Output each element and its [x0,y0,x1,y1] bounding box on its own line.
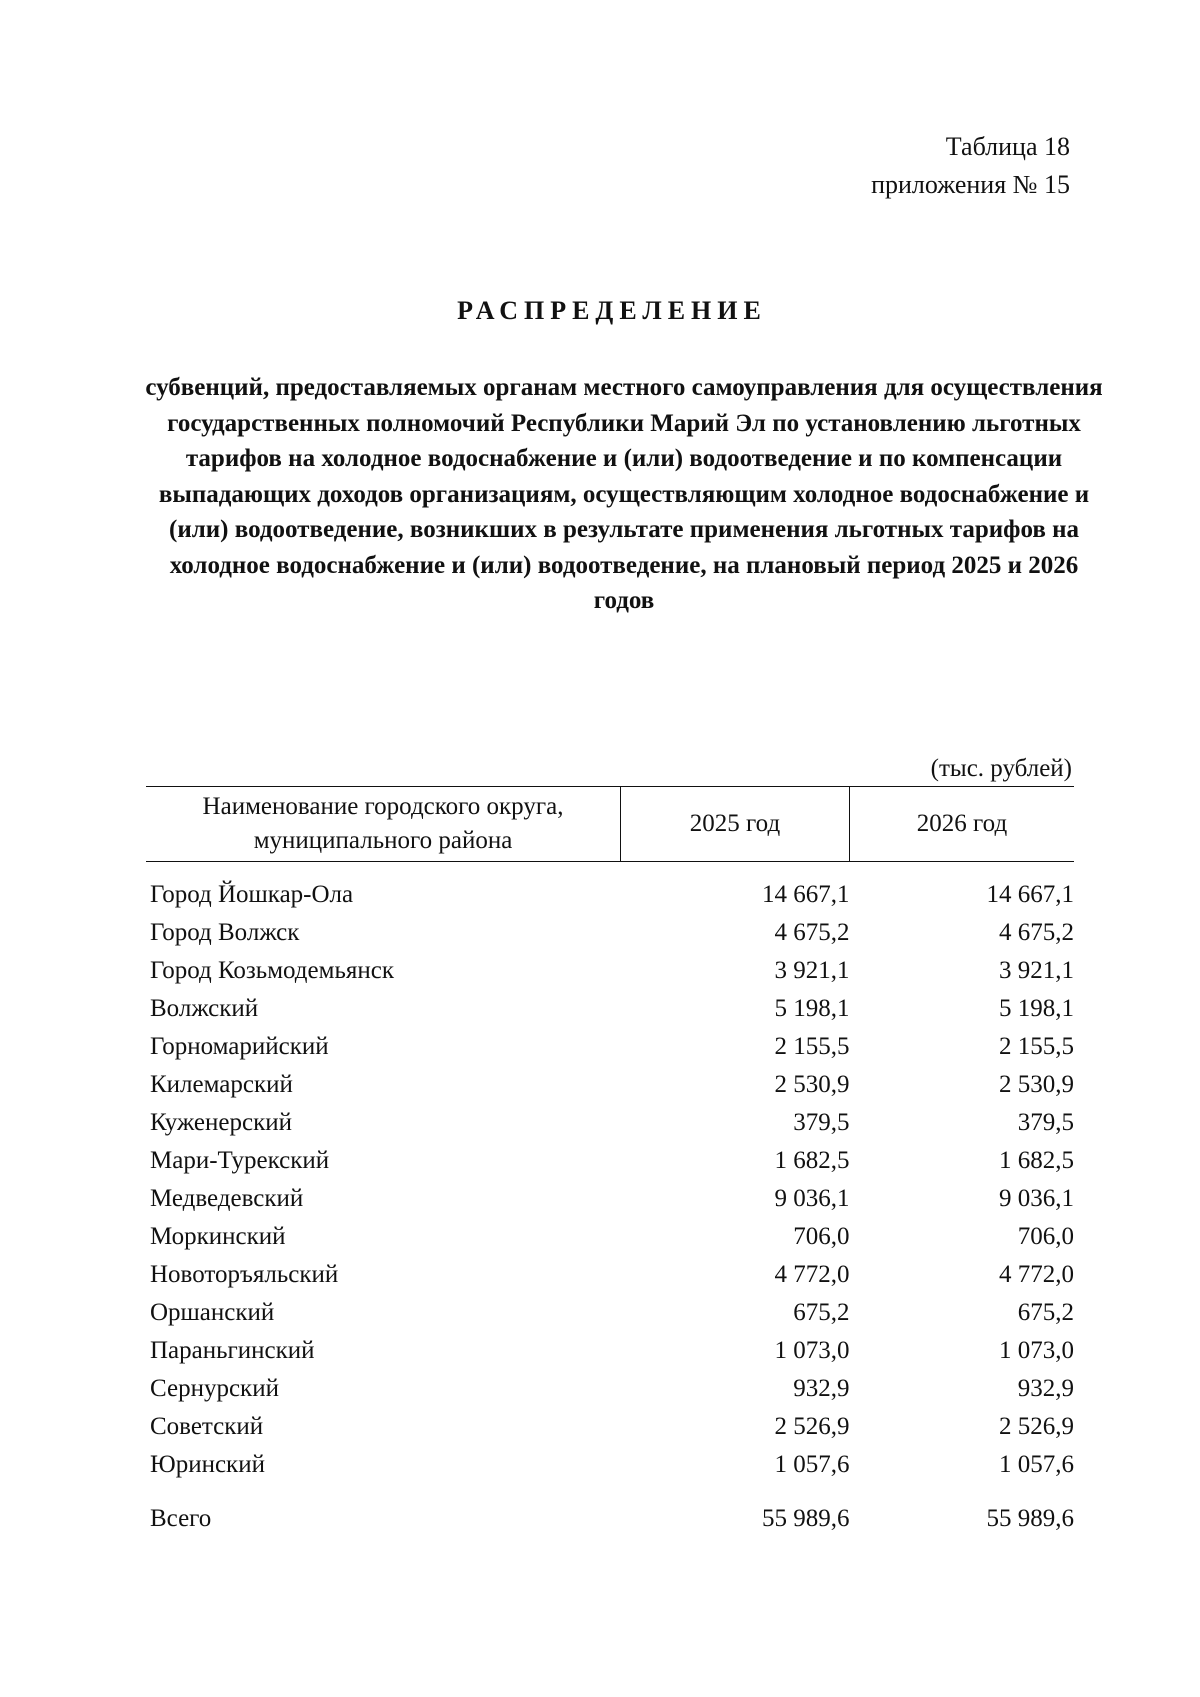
row-name: Горномарийский [150,1033,329,1060]
table-row [146,1142,1074,1180]
table-row [146,990,1074,1028]
table-row [146,1332,1074,1370]
row-value-2026: 675,2 [1017,1299,1074,1326]
row-value-2025: 1 057,6 [774,1451,850,1478]
row-name: Город Волжск [150,919,300,946]
row-name: Юринский [150,1451,265,1478]
table-reference [871,128,1070,204]
table-row [146,952,1074,990]
row-value-2026: 4 772,0 [999,1261,1074,1288]
row-value-2025: 14 667,1 [762,881,850,908]
table-row [146,1256,1074,1294]
table-header [146,787,1074,862]
total-value-2025: 55 989,6 [762,1505,850,1532]
document-title: РАСПРЕДЕЛЕНИЕ [457,296,767,325]
row-value-2025: 1 073,0 [774,1337,850,1364]
row-value-2025: 4 675,2 [774,919,850,946]
row-value-2026: 2 526,9 [999,1413,1074,1440]
row-value-2025: 1 682,5 [774,1147,850,1174]
row-name: Параньгинский [150,1337,315,1364]
header-year-2026: 2026 год [850,787,1075,862]
row-value-2025: 5 198,1 [774,995,850,1022]
table-header-row [146,787,1074,862]
row-value-2026: 1 682,5 [999,1147,1074,1174]
header-year-2025: 2025 год [621,787,850,862]
row-value-2025: 706,0 [793,1223,850,1250]
row-value-2026: 932,9 [1017,1375,1074,1402]
row-name: Сернурский [150,1375,279,1402]
row-value-2025: 3 921,1 [774,957,850,984]
row-value-2026: 379,5 [1017,1109,1074,1136]
row-value-2026: 9 036,1 [999,1185,1074,1212]
table-number: Таблица 18 [945,132,1070,161]
row-value-2025: 932,9 [793,1375,850,1402]
row-value-2026: 3 921,1 [999,957,1074,984]
table-row [146,1104,1074,1142]
row-name: Волжский [150,995,259,1022]
row-name: Город Йошкар-Ола [150,881,354,908]
table-row [146,1294,1074,1332]
table-row [146,914,1074,952]
row-value-2026: 1 073,0 [999,1337,1074,1364]
total-value-2026: 55 989,6 [986,1505,1074,1532]
table-row [146,1180,1074,1218]
distribution-table [146,786,1074,1538]
row-name: Мари-Турекский [150,1147,330,1174]
row-value-2025: 9 036,1 [774,1185,850,1212]
header-name: Наименование городского округа, муниципального района [146,787,621,862]
row-name: Советский [150,1413,264,1440]
table-row [146,862,1074,915]
table-row [146,1218,1074,1256]
row-name: Город Козьмодемьянск [150,957,394,984]
appendix-number: приложения № 15 [871,170,1070,199]
row-value-2026: 2 530,9 [999,1071,1074,1098]
document-subtitle: субвенций, предоставляемых органам местного самоуправления для осуществления государственных полномочий Республики Марий Эл по установлению льготных тарифов на холодное водоснабжение и (или) водоотведение и по компенсации выпадающих доходов организациям, осуществляющим холодное водоснабжение и (или) водоотведение, возникших в результате применения льготных тарифов на холодное водоснабжение и (или) водоотведение, на плановый период 2025 и 2026 годов [145,374,1103,614]
row-value-2026: 5 198,1 [999,995,1074,1022]
table-body [146,862,1074,1539]
row-value-2025: 675,2 [793,1299,850,1326]
row-value-2025: 4 772,0 [774,1261,850,1288]
table-row [146,1370,1074,1408]
row-name: Новоторъяльский [150,1261,339,1288]
row-name: Килемарский [150,1071,293,1098]
table-total-row [146,1484,1074,1538]
table-row [146,1066,1074,1104]
row-name: Медведевский [150,1185,304,1212]
units-label: (тыс. рублей) [930,755,1072,782]
row-value-2026: 2 155,5 [999,1033,1074,1060]
table-row [146,1408,1074,1446]
row-name: Оршанский [150,1299,275,1326]
distribution-table-wrapper [146,786,1074,1538]
total-label: Всего [150,1505,212,1532]
row-value-2026: 706,0 [1017,1223,1074,1250]
row-name: Куженерский [150,1109,292,1136]
row-value-2025: 2 155,5 [774,1033,850,1060]
table-row [146,1028,1074,1066]
row-name: Моркинский [150,1223,286,1250]
row-value-2026: 4 675,2 [999,919,1074,946]
row-value-2026: 1 057,6 [999,1451,1074,1478]
table-row [146,1446,1074,1484]
row-value-2025: 2 526,9 [774,1413,850,1440]
row-value-2026: 14 667,1 [986,881,1074,908]
row-value-2025: 2 530,9 [774,1071,850,1098]
row-value-2025: 379,5 [793,1109,850,1136]
